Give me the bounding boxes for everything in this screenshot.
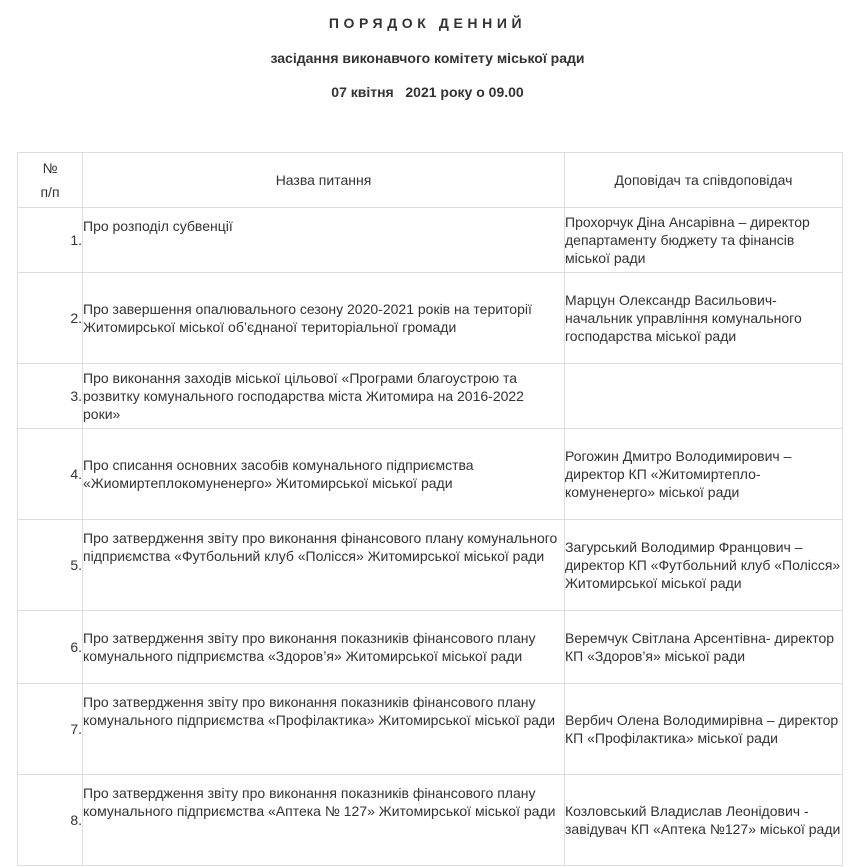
- table-row: [18, 273, 843, 364]
- table-header-row: [18, 153, 843, 208]
- agenda-table: [17, 152, 843, 866]
- row-number: 7.: [18, 684, 83, 775]
- row-number: 6.: [18, 611, 83, 684]
- row-topic: Про затвердження звіту про виконання показників фінансового плану комунального підприємства «Аптека № 127» Житомирської міської ради: [83, 775, 565, 866]
- row-topic: Про затвердження звіту про виконання фінансового плану комунального підприємства «Футбольний клуб «Полісся» Житомирської міської ради: [83, 520, 565, 611]
- row-reporter: [565, 364, 843, 429]
- row-topic: Про розподіл субвенції: [83, 208, 565, 273]
- row-topic: Про списання основних засобів комунального підприємства «Жиомиртеплокомуненерго» Житомирської міської ради: [83, 429, 565, 520]
- row-topic: Про затвердження звіту про виконання показників фінансового плану комунального підприємства «Профілактика» Житомирської міської ради: [83, 684, 565, 775]
- column-header-number: [18, 153, 83, 208]
- page-subtitle: засідання виконавчого комітету міської ради: [270, 50, 585, 66]
- row-number: 2.: [18, 273, 83, 364]
- row-reporter: Козловський Владислав Леонідович - завідувач КП «Аптека №127» міської ради: [565, 775, 843, 866]
- page-title: ПОРЯДОК ДЕННИЙ: [328, 15, 527, 31]
- table-row: [18, 611, 843, 684]
- row-reporter: Прохорчук Діна Ансарівна – директор департаменту бюджету та фінансів міської ради: [565, 208, 843, 273]
- row-number: 3.: [18, 364, 83, 429]
- row-number: 4.: [18, 429, 83, 520]
- table-row: [18, 775, 843, 866]
- row-reporter: Марцун Олександр Васильович- начальник управління комунального господарства міської ради: [565, 273, 843, 364]
- table-row: [18, 208, 843, 273]
- row-reporter: Рогожин Дмитро Володимирович – директор КП «Житомиртепло-комуненерго» міської ради: [565, 429, 843, 520]
- row-number: 5.: [18, 520, 83, 611]
- column-header-topic: Назва питання: [83, 153, 565, 208]
- meeting-date: 07 квітня 2021 року о 09.00: [331, 84, 524, 100]
- row-topic: Про затвердження звіту про виконання показників фінансового плану комунального підприємства «Здоров’я» Житомирської міської ради: [83, 611, 565, 684]
- column-header-reporter: Доповідач та співдоповідач: [565, 153, 843, 208]
- table-row: [18, 684, 843, 775]
- table-row: [18, 429, 843, 520]
- table-row: [18, 520, 843, 611]
- table-row: [18, 364, 843, 429]
- row-reporter: Загурський Володимир Францович – директор КП «Футбольний клуб «Полісся» Житомирської міської ради: [565, 520, 843, 611]
- column-header-number-line2: п/п: [40, 184, 60, 200]
- row-number: 8.: [18, 775, 83, 866]
- row-topic: Про завершення опалювального сезону 2020-2021 років на території Житомирської міської об’єднаної територіальної громади: [83, 273, 565, 364]
- row-reporter: Вербич Олена Володимирівна – директор КП «Профілактика» міської ради: [565, 684, 843, 775]
- row-reporter: Веремчук Світлана Арсентівна- директор КП «Здоров’я» міської ради: [565, 611, 843, 684]
- row-number: 1.: [18, 208, 83, 273]
- column-header-number-line1: №: [42, 160, 58, 176]
- row-topic: Про виконання заходів міської цільової «Програми благоустрою та розвитку комунального господарства міста Житомира на 2016-2022 роки»: [83, 364, 565, 429]
